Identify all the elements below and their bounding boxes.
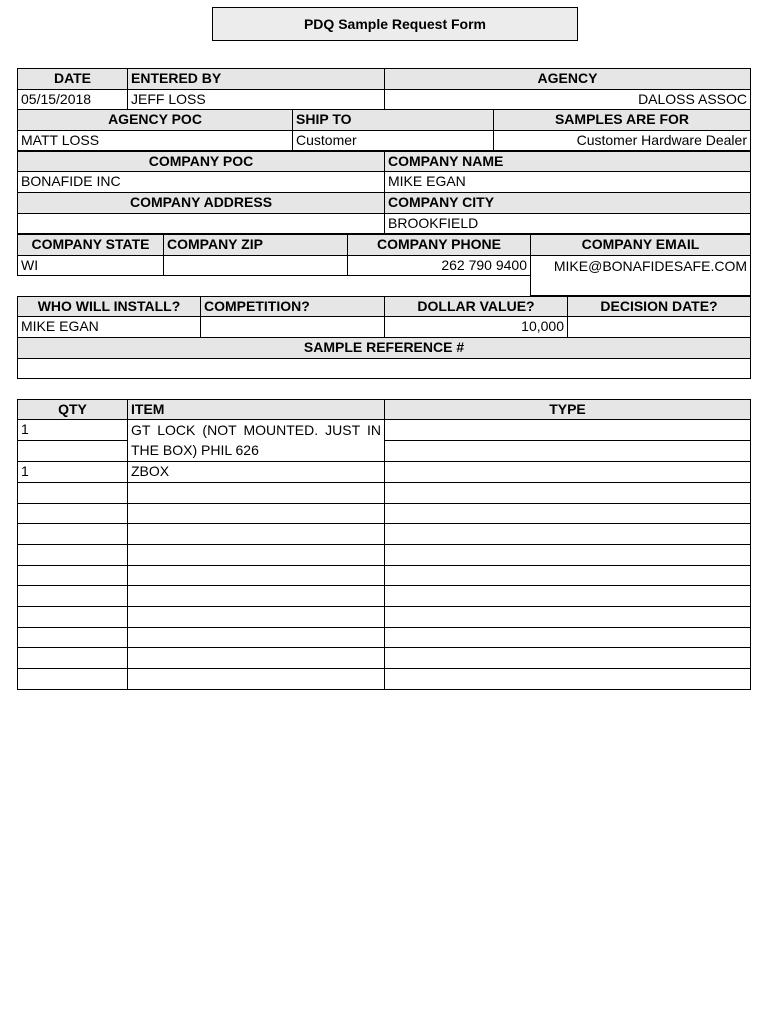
item-qty-field[interactable]: [17, 503, 128, 524]
ship-to-label: SHIP TO: [292, 109, 494, 131]
item-qty-field[interactable]: [17, 544, 128, 566]
company-state-field[interactable]: WI: [17, 255, 164, 276]
form-title: PDQ Sample Request Form: [212, 7, 578, 41]
item-type-field[interactable]: [384, 668, 751, 690]
agency-label: AGENCY: [384, 68, 751, 90]
item-description-field[interactable]: [127, 482, 385, 504]
item-type-field[interactable]: [384, 565, 751, 586]
company-phone-label: COMPANY PHONE: [347, 234, 531, 256]
company-email-label: COMPANY EMAIL: [530, 234, 751, 256]
sample-reference-label: SAMPLE REFERENCE #: [17, 337, 751, 359]
item-description-field[interactable]: [127, 647, 385, 669]
item-type-field[interactable]: [384, 503, 751, 524]
company-zip-field[interactable]: [163, 255, 348, 276]
item-type-field[interactable]: [384, 419, 751, 441]
item-qty-field[interactable]: [17, 668, 128, 690]
item-description-field[interactable]: [127, 668, 385, 690]
item-type-field[interactable]: [384, 647, 751, 669]
item-qty-field[interactable]: [17, 627, 128, 648]
item-description-field[interactable]: [127, 627, 385, 648]
item-type-field[interactable]: [384, 482, 751, 504]
company-name-label: COMPANY NAME: [384, 151, 751, 172]
samples-are-for-field[interactable]: Customer Hardware Dealer: [493, 130, 751, 151]
who-will-install-field[interactable]: MIKE EGAN: [17, 316, 201, 338]
item-qty-field[interactable]: 1: [17, 461, 128, 483]
ship-to-field[interactable]: Customer: [292, 130, 494, 151]
item-type-field[interactable]: [384, 461, 751, 483]
item-description-field[interactable]: ZBOX: [127, 461, 385, 483]
item-description-field[interactable]: GT LOCK (NOT MOUNTED. JUST IN THE BOX) PHIL 626: [127, 419, 385, 462]
item-type-field[interactable]: [384, 585, 751, 607]
item-column-header: ITEM: [127, 399, 385, 420]
company-state-label: COMPANY STATE: [17, 234, 164, 256]
dollar-value-field[interactable]: 10,000: [384, 316, 568, 338]
company-city-label: COMPANY CITY: [384, 192, 751, 214]
who-will-install-label: WHO WILL INSTALL?: [17, 296, 201, 317]
item-qty-field[interactable]: 1: [17, 419, 128, 441]
item-description-field[interactable]: [127, 544, 385, 566]
company-address-field[interactable]: [17, 213, 385, 234]
agency-poc-label: AGENCY POC: [17, 109, 293, 131]
item-description-field[interactable]: [127, 503, 385, 524]
item-qty-field[interactable]: [17, 585, 128, 607]
item-type-continuation: [384, 440, 751, 462]
item-description-field[interactable]: [127, 606, 385, 628]
qty-column-header: QTY: [17, 399, 128, 420]
samples-are-for-label: SAMPLES ARE FOR: [493, 109, 751, 131]
company-address-label: COMPANY ADDRESS: [17, 192, 385, 214]
agency-field[interactable]: DALOSS ASSOC: [384, 89, 751, 110]
company-phone-field[interactable]: 262 790 9400: [347, 255, 531, 276]
competition-label: COMPETITION?: [200, 296, 385, 317]
agency-poc-field[interactable]: MATT LOSS: [17, 130, 293, 151]
item-qty-continuation: [17, 440, 128, 462]
company-poc-label: COMPANY POC: [17, 151, 385, 172]
item-qty-field[interactable]: [17, 606, 128, 628]
item-type-field[interactable]: [384, 523, 751, 545]
company-zip-label: COMPANY ZIP: [163, 234, 348, 256]
company-city-field[interactable]: BROOKFIELD: [384, 213, 751, 234]
sample-reference-field[interactable]: [17, 358, 751, 379]
item-description-field[interactable]: [127, 585, 385, 607]
item-description-field[interactable]: [127, 565, 385, 586]
decision-date-field[interactable]: [567, 316, 751, 338]
decision-date-label: DECISION DATE?: [567, 296, 751, 317]
company-name-field[interactable]: MIKE EGAN: [384, 171, 751, 193]
dollar-value-label: DOLLAR VALUE?: [384, 296, 568, 317]
item-type-field[interactable]: [384, 544, 751, 566]
date-field[interactable]: 05/15/2018: [17, 89, 128, 110]
type-column-header: TYPE: [384, 399, 751, 420]
competition-field[interactable]: [200, 316, 385, 338]
entered-by-field[interactable]: JEFF LOSS: [127, 89, 385, 110]
entered-by-label: ENTERED BY: [127, 68, 385, 90]
company-poc-field[interactable]: BONAFIDE INC: [17, 171, 385, 193]
item-description-field[interactable]: [127, 523, 385, 545]
item-type-field[interactable]: [384, 627, 751, 648]
item-qty-field[interactable]: [17, 565, 128, 586]
date-label: DATE: [17, 68, 128, 90]
item-qty-field[interactable]: [17, 647, 128, 669]
item-type-field[interactable]: [384, 606, 751, 628]
item-qty-field[interactable]: [17, 482, 128, 504]
item-qty-field[interactable]: [17, 523, 128, 545]
company-email-field[interactable]: MIKE@BONAFIDESAFE.COM: [530, 255, 751, 296]
